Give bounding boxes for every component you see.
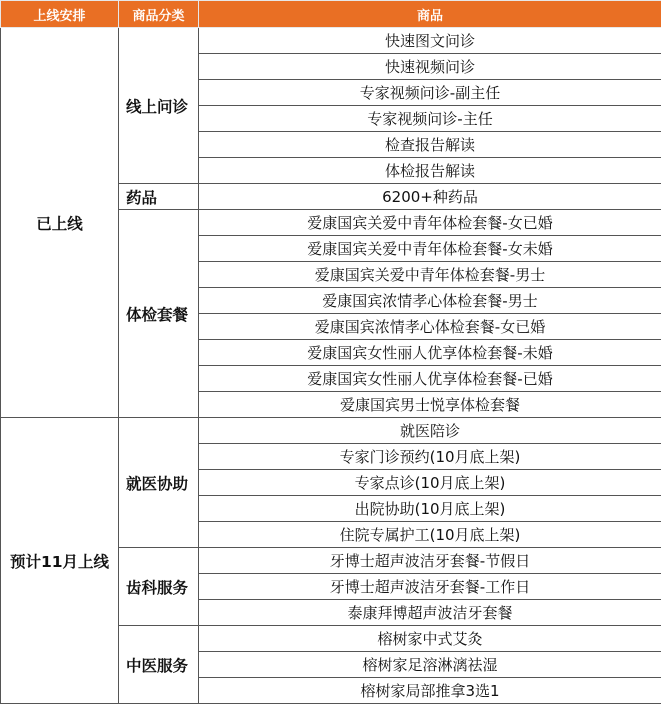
product-item: 6200+种药品: [199, 184, 661, 210]
table-row: [1, 418, 661, 444]
product-item: 牙博士超声波洁牙套餐-节假日: [199, 548, 661, 574]
header-product: 商品: [199, 1, 661, 28]
product-item: 专家视频问诊-主任: [199, 106, 661, 132]
product-item: 榕树家局部推拿3选1: [199, 678, 661, 704]
category-medical-assistance: 就医协助: [119, 418, 199, 548]
product-item: 检查报告解读: [199, 132, 661, 158]
category-health-checkup: 体检套餐: [119, 210, 199, 418]
product-item: 体检报告解读: [199, 158, 661, 184]
category-medicine: 药品: [119, 184, 199, 210]
product-item: 爱康国宾女性丽人优享体检套餐-未婚: [199, 340, 661, 366]
table-row: [1, 28, 661, 54]
schedule-group-launched: 已上线: [1, 28, 119, 418]
category-online-consultation: 线上问诊: [119, 28, 199, 184]
product-item: 爱康国宾女性丽人优享体检套餐-已婚: [199, 366, 661, 392]
product-item: 快速视频问诊: [199, 54, 661, 80]
product-item: 牙博士超声波洁牙套餐-工作日: [199, 574, 661, 600]
product-item: 爱康国宾男士悦享体检套餐: [199, 392, 661, 418]
schedule-group-november: 预计11月上线: [1, 418, 119, 704]
product-item: 爱康国宾浓情孝心体检套餐-男士: [199, 288, 661, 314]
product-item: 榕树家足溶淋漓祛湿: [199, 652, 661, 678]
header-schedule: 上线安排: [1, 1, 119, 28]
product-item: 爱康国宾关爱中青年体检套餐-女已婚: [199, 210, 661, 236]
header-row: [1, 1, 661, 28]
product-item: 快速图文问诊: [199, 28, 661, 54]
product-item: 爱康国宾浓情孝心体检套餐-女已婚: [199, 314, 661, 340]
product-item: 住院专属护工(10月底上架): [199, 522, 661, 548]
category-tcm-service: 中医服务: [119, 626, 199, 704]
product-item: 就医陪诊: [199, 418, 661, 444]
product-item: 专家视频问诊-副主任: [199, 80, 661, 106]
product-item: 榕树家中式艾灸: [199, 626, 661, 652]
category-dental-service: 齿科服务: [119, 548, 199, 626]
header-category: 商品分类: [119, 1, 199, 28]
product-item: 爱康国宾关爱中青年体检套餐-女未婚: [199, 236, 661, 262]
product-item: 爱康国宾关爱中青年体检套餐-男士: [199, 262, 661, 288]
product-item: 专家门诊预约(10月底上架): [199, 444, 661, 470]
product-item: 出院协助(10月底上架): [199, 496, 661, 522]
product-item: 泰康拜博超声波洁牙套餐: [199, 600, 661, 626]
product-item: 专家点诊(10月底上架): [199, 470, 661, 496]
